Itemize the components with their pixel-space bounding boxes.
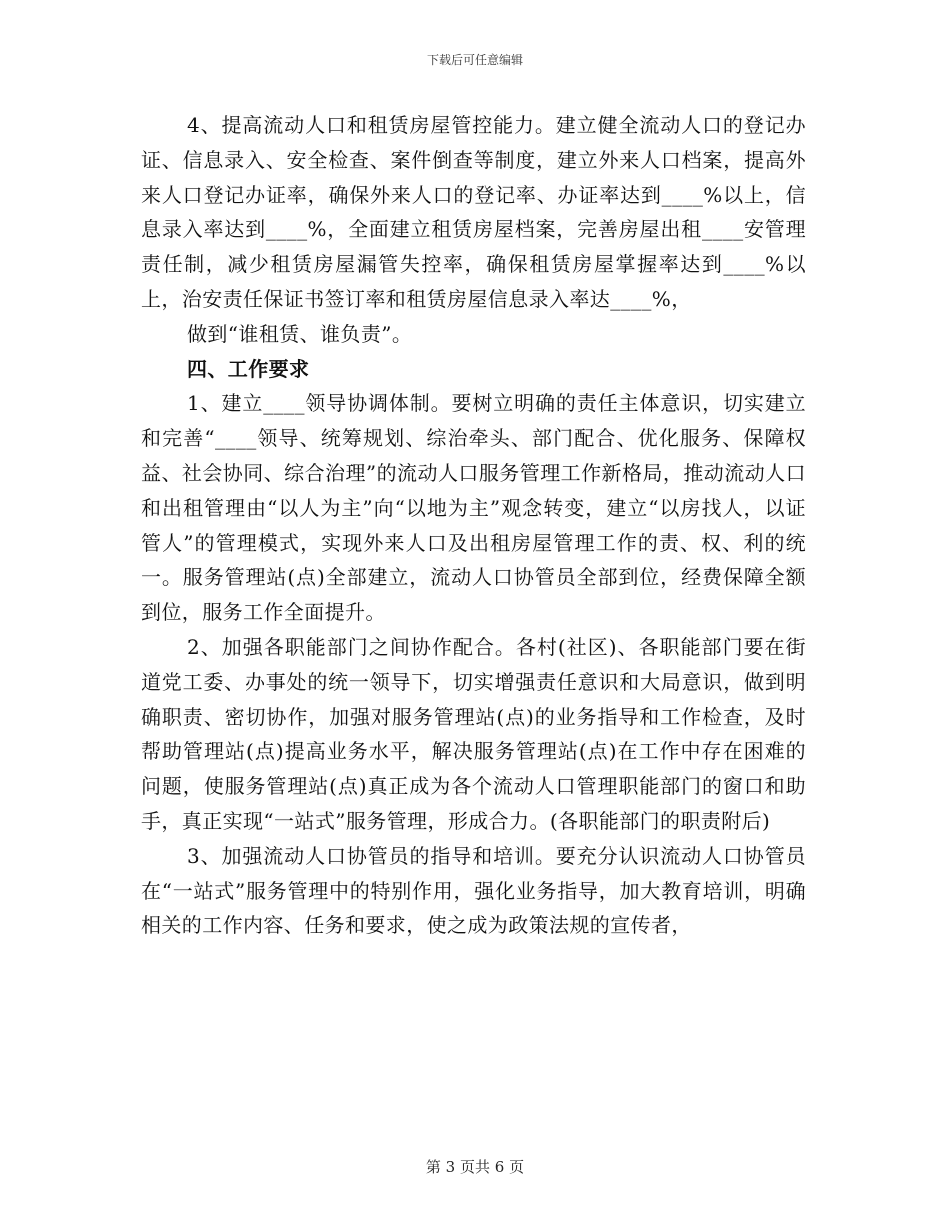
paragraph-coordinator-training: 3、加强流动人口协管员的指导和培训。要充分认识流动人口协管员在“一站式”服务管理中的特别作用，强化业务指导，加大教育培训，明确相关的工作内容、任务和要求，使之成为政策法规的宣传者， [141, 843, 806, 938]
page-number: 第 3 页共 6 页 [425, 1158, 525, 1176]
document-body [141, 108, 806, 943]
page-header-note: 下载后可任意编辑 [426, 53, 523, 67]
section-heading-work-requirements: 四、工作要求 [187, 356, 310, 381]
paragraph-department-cooperation: 2、加强各职能部门之间协作配合。各村(社区)、各职能部门要在街道党工委、办事处的统一领导下，切实增强责任意识和大局意识，做到明确职责、密切协作，加强对服务管理站(点)的业务指导和工作检查，及时帮助管理站(点)提高业务水平，解决服务管理站(点)在工作中存在困难的问题，使服务管理站(点)真正成为各个流动人口管理职能部门的窗口和助手，真正实现“一站式”服务管理，形成合力。(各职能部门的职责附后) [141, 634, 806, 833]
paragraph-coordination-system: 1、建立____领导协调体制。要树立明确的责任主体意识，切实建立和完善“____领导、统筹规划、综治牵头、部门配合、优化服务、保障权益、社会协同、综合治理”的流动人口服务管理工作新格局，推动流动人口和出租管理由“以人为主”向“以地为主”观念转变，建立“以房找人，以证管人”的管理模式，实现外来人口及出租房屋管理工作的责、权、利的统一。服务管理站(点)全部建立，流动人口协管员全部到位，经费保障全额到位，服务工作全面提升。 [141, 391, 806, 625]
paragraph-management-capacity: 4、提高流动人口和租赁房屋管控能力。建立健全流动人口的登记办证、信息录入、安全检查、案件倒查等制度，建立外来人口档案，提高外来人口登记办证率，确保外来人口的登记率、办证率达到____%以上，信息录入率达到____%，全面建立租赁房屋档案，完善房屋出租____安管理责任制，减少租赁房屋漏管失控率，确保租赁房屋掌握率达到____%以上，治安责任保证书签订率和租赁房屋信息录入率达____%， [141, 113, 806, 311]
paragraph-responsibility-slogan: 做到“谁租赁、谁负责”。 [187, 321, 413, 346]
